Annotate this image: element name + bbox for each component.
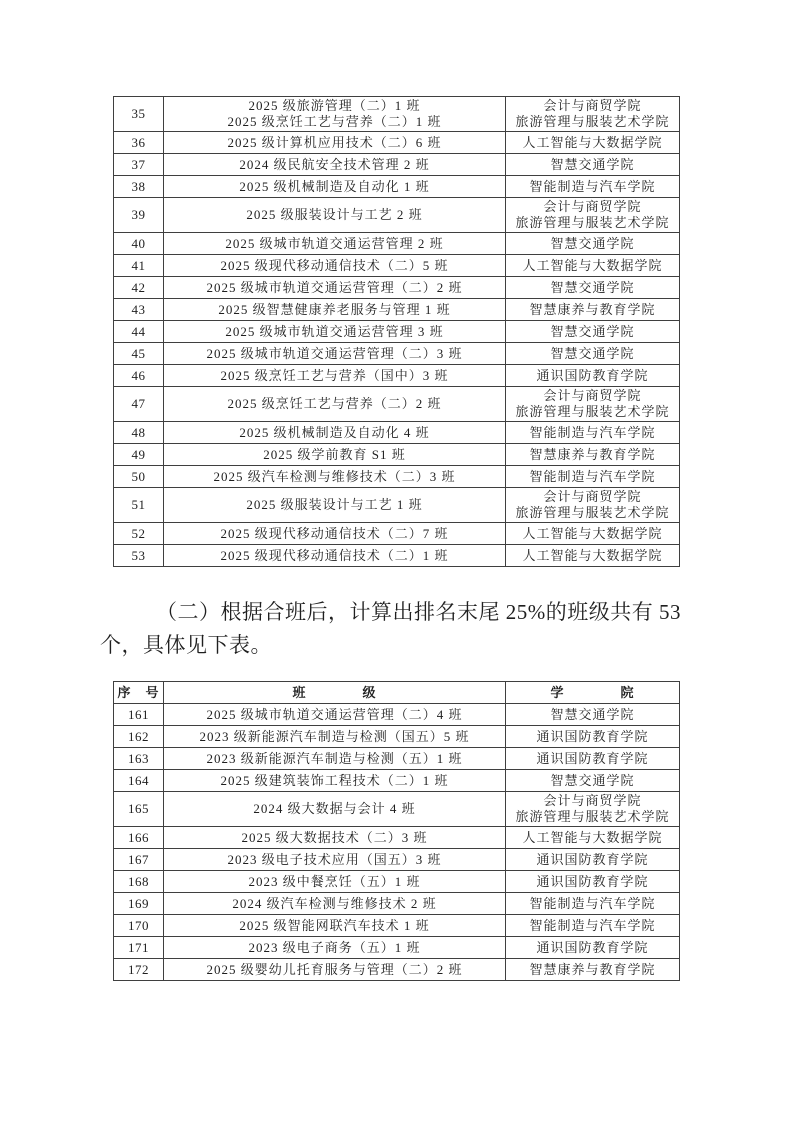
table-row (114, 849, 680, 871)
college-name-line: 智慧交通学院 (550, 156, 635, 172)
table-row (114, 466, 680, 488)
college-name-line: 智慧交通学院 (550, 279, 635, 295)
college-name-line: 人工智能与大数据学院 (522, 525, 663, 541)
cell-class-name (164, 466, 506, 488)
class-name-line: 2023 级中餐烹饪（五）1 班 (248, 873, 421, 889)
class-name-line: 2023 级新能源汽车制造与检测（国五）5 班 (199, 728, 470, 744)
table-row (114, 545, 680, 567)
class-name-line: 2025 级服装设计与工艺 2 班 (246, 207, 423, 222)
college-name-line: 旅游管理与服装艺术学院 (515, 114, 670, 129)
table-row (114, 255, 680, 277)
college-name-line: 旅游管理与服装艺术学院 (515, 404, 670, 419)
cell-class-name (164, 387, 506, 422)
cell-serial-number: 51 (114, 488, 164, 523)
cell-college-name (506, 937, 680, 959)
header-class: 班 级 (164, 682, 506, 704)
section-paragraph (100, 596, 692, 662)
table-row (114, 726, 680, 748)
cell-serial-number: 163 (114, 748, 164, 770)
college-name-line: 人工智能与大数据学院 (522, 547, 663, 563)
table2-header (114, 682, 680, 704)
cell-college-name (506, 343, 680, 365)
cell-serial-number: 40 (114, 233, 164, 255)
cell-serial-number: 172 (114, 959, 164, 981)
college-name-line: 人工智能与大数据学院 (522, 134, 663, 150)
header-serial-number: 序 号 (114, 682, 164, 704)
cell-serial-number: 45 (114, 343, 164, 365)
table-row (114, 277, 680, 299)
class-name-line: 2025 级城市轨道交通运营管理（二）3 班 (206, 345, 463, 361)
cell-serial-number: 170 (114, 915, 164, 937)
college-name-line: 智慧康养与教育学院 (529, 961, 656, 977)
cell-college-name (506, 132, 680, 154)
cell-class-name (164, 444, 506, 466)
cell-serial-number: 167 (114, 849, 164, 871)
table-row (114, 299, 680, 321)
cell-college-name (506, 704, 680, 726)
cell-class-name (164, 726, 506, 748)
cell-college-name (506, 523, 680, 545)
college-name-line: 智慧交通学院 (550, 345, 635, 361)
cell-college-name (506, 915, 680, 937)
cell-serial-number: 47 (114, 387, 164, 422)
table-row (114, 959, 680, 981)
cell-college-name (506, 770, 680, 792)
cell-college-name (506, 154, 680, 176)
header-college: 学 院 (506, 682, 680, 704)
table-row (114, 132, 680, 154)
cell-college-name (506, 466, 680, 488)
cell-class-name (164, 422, 506, 444)
class-name-line: 2025 级学前教育 S1 班 (263, 446, 406, 462)
cell-class-name (164, 915, 506, 937)
cell-class-name (164, 704, 506, 726)
college-name-line: 智慧交通学院 (550, 235, 635, 251)
paragraph-line-1: （二）根据合班后，计算出排名末尾 25%的班级共有 53 (156, 600, 681, 624)
college-name-line: 智慧交通学院 (550, 706, 635, 722)
class-name-line: 2025 级城市轨道交通运营管理（二）4 班 (206, 706, 463, 722)
table-row (114, 704, 680, 726)
college-name-line: 会计与商贸学院 (543, 199, 642, 214)
cell-college-name (506, 176, 680, 198)
table-row (114, 827, 680, 849)
cell-class-name (164, 959, 506, 981)
cell-serial-number: 49 (114, 444, 164, 466)
cell-class-name (164, 277, 506, 299)
class-name-line: 2023 级电子商务（五）1 班 (248, 939, 421, 955)
cell-serial-number: 46 (114, 365, 164, 387)
college-name-line: 智能制造与汽车学院 (529, 468, 656, 484)
cell-class-name (164, 748, 506, 770)
cell-class-name (164, 871, 506, 893)
class-name-line: 2025 级智能网联汽车技术 1 班 (239, 917, 430, 933)
merged-class-ranking-table-continued (113, 96, 680, 567)
cell-serial-number: 162 (114, 726, 164, 748)
bottom-25-percent-classes-table (113, 681, 680, 981)
class-name-line: 2023 级新能源汽车制造与检测（五）1 班 (206, 750, 463, 766)
cell-serial-number: 164 (114, 770, 164, 792)
class-name-line: 2025 级烹饪工艺与营养（二）1 班 (227, 114, 442, 129)
cell-serial-number: 169 (114, 893, 164, 915)
cell-serial-number: 161 (114, 704, 164, 726)
class-name-line: 2025 级烹饪工艺与营养（国中）3 班 (220, 367, 449, 383)
table-row (114, 154, 680, 176)
college-name-line: 会计与商贸学院 (543, 388, 642, 403)
college-name-line: 旅游管理与服装艺术学院 (515, 809, 670, 824)
table-row (114, 770, 680, 792)
college-name-line: 通识国防教育学院 (536, 851, 649, 867)
cell-serial-number: 41 (114, 255, 164, 277)
class-name-line: 2023 级电子技术应用（国五）3 班 (227, 851, 442, 867)
table-row (114, 387, 680, 422)
cell-college-name (506, 871, 680, 893)
table-row (114, 343, 680, 365)
cell-college-name (506, 198, 680, 233)
cell-serial-number: 168 (114, 871, 164, 893)
table-header-row (114, 682, 680, 704)
cell-college-name (506, 792, 680, 827)
cell-serial-number: 36 (114, 132, 164, 154)
table-row (114, 233, 680, 255)
college-name-line: 智能制造与汽车学院 (529, 424, 656, 440)
cell-college-name (506, 827, 680, 849)
class-name-line: 2025 级机械制造及自动化 4 班 (239, 424, 430, 440)
table-row (114, 321, 680, 343)
college-name-line: 通识国防教育学院 (536, 367, 649, 383)
table-row (114, 198, 680, 233)
class-name-line: 2025 级服装设计与工艺 1 班 (246, 497, 423, 512)
college-name-line: 旅游管理与服装艺术学院 (515, 505, 670, 520)
cell-class-name (164, 176, 506, 198)
college-name-line: 通识国防教育学院 (536, 728, 649, 744)
cell-serial-number: 52 (114, 523, 164, 545)
table2-body (114, 704, 680, 981)
cell-college-name (506, 422, 680, 444)
class-name-line: 2025 级城市轨道交通运营管理（二）2 班 (206, 279, 463, 295)
college-name-line: 会计与商贸学院 (543, 793, 642, 808)
cell-college-name (506, 488, 680, 523)
cell-class-name (164, 154, 506, 176)
table-row (114, 871, 680, 893)
cell-class-name (164, 523, 506, 545)
cell-class-name (164, 198, 506, 233)
class-name-line: 2025 级现代移动通信技术（二）5 班 (220, 257, 449, 273)
cell-college-name (506, 959, 680, 981)
class-name-line: 2025 级旅游管理（二）1 班 (248, 98, 421, 113)
cell-college-name (506, 545, 680, 567)
college-name-line: 智慧康养与教育学院 (529, 301, 656, 317)
class-name-line: 2025 级智慧健康养老服务与管理 1 班 (218, 301, 451, 317)
cell-college-name (506, 444, 680, 466)
table-row (114, 893, 680, 915)
class-name-line: 2025 级烹饪工艺与营养（二）2 班 (227, 396, 442, 411)
cell-class-name (164, 792, 506, 827)
college-name-line: 通识国防教育学院 (536, 750, 649, 766)
table-row (114, 488, 680, 523)
cell-serial-number: 43 (114, 299, 164, 321)
cell-college-name (506, 849, 680, 871)
cell-serial-number: 44 (114, 321, 164, 343)
cell-serial-number: 165 (114, 792, 164, 827)
class-name-line: 2025 级大数据技术（二）3 班 (241, 829, 428, 845)
class-name-line: 2025 级建筑装饰工程技术（二）1 班 (220, 772, 449, 788)
table-row (114, 937, 680, 959)
table-row (114, 444, 680, 466)
cell-serial-number: 42 (114, 277, 164, 299)
college-name-line: 智慧交通学院 (550, 323, 635, 339)
class-name-line: 2024 级大数据与会计 4 班 (253, 801, 416, 816)
paragraph-line-2: 个，具体见下表。 (100, 633, 272, 657)
table-row (114, 365, 680, 387)
class-name-line: 2025 级婴幼儿托育服务与管理（二）2 班 (206, 961, 463, 977)
cell-college-name (506, 233, 680, 255)
cell-class-name (164, 97, 506, 132)
class-name-line: 2024 级民航安全技术管理 2 班 (239, 156, 430, 172)
cell-serial-number: 39 (114, 198, 164, 233)
cell-class-name (164, 849, 506, 871)
class-name-line: 2024 级汽车检测与维修技术 2 班 (232, 895, 437, 911)
cell-class-name (164, 233, 506, 255)
college-name-line: 智慧康养与教育学院 (529, 446, 656, 462)
cell-class-name (164, 321, 506, 343)
college-name-line: 智能制造与汽车学院 (529, 895, 656, 911)
college-name-line: 智能制造与汽车学院 (529, 178, 656, 194)
cell-serial-number: 48 (114, 422, 164, 444)
cell-class-name (164, 770, 506, 792)
college-name-line: 通识国防教育学院 (536, 873, 649, 889)
cell-class-name (164, 365, 506, 387)
cell-college-name (506, 387, 680, 422)
cell-class-name (164, 545, 506, 567)
table-row (114, 176, 680, 198)
cell-serial-number: 166 (114, 827, 164, 849)
class-name-line: 2025 级城市轨道交通运营管理 2 班 (225, 235, 444, 251)
cell-college-name (506, 321, 680, 343)
cell-class-name (164, 255, 506, 277)
college-name-line: 通识国防教育学院 (536, 939, 649, 955)
cell-serial-number: 35 (114, 97, 164, 132)
cell-class-name (164, 132, 506, 154)
cell-class-name (164, 893, 506, 915)
class-name-line: 2025 级现代移动通信技术（二）7 班 (220, 525, 449, 541)
cell-serial-number: 38 (114, 176, 164, 198)
cell-class-name (164, 937, 506, 959)
table-row (114, 915, 680, 937)
cell-college-name (506, 255, 680, 277)
cell-class-name (164, 343, 506, 365)
cell-class-name (164, 299, 506, 321)
class-name-line: 2025 级计算机应用技术（二）6 班 (227, 134, 442, 150)
table-row (114, 792, 680, 827)
college-name-line: 旅游管理与服装艺术学院 (515, 215, 670, 230)
class-name-line: 2025 级现代移动通信技术（二）1 班 (220, 547, 449, 563)
college-name-line: 智能制造与汽车学院 (529, 917, 656, 933)
table-row (114, 422, 680, 444)
cell-class-name (164, 488, 506, 523)
table-row (114, 523, 680, 545)
cell-serial-number: 50 (114, 466, 164, 488)
class-name-line: 2025 级汽车检测与维修技术（二）3 班 (213, 468, 456, 484)
college-name-line: 人工智能与大数据学院 (522, 829, 663, 845)
table-row (114, 748, 680, 770)
cell-college-name (506, 299, 680, 321)
cell-serial-number: 171 (114, 937, 164, 959)
cell-college-name (506, 365, 680, 387)
cell-college-name (506, 97, 680, 132)
college-name-line: 会计与商贸学院 (543, 489, 642, 504)
cell-college-name (506, 277, 680, 299)
cell-college-name (506, 748, 680, 770)
cell-serial-number: 37 (114, 154, 164, 176)
cell-class-name (164, 827, 506, 849)
college-name-line: 人工智能与大数据学院 (522, 257, 663, 273)
college-name-line: 智慧交通学院 (550, 772, 635, 788)
cell-college-name (506, 726, 680, 748)
cell-serial-number: 53 (114, 545, 164, 567)
college-name-line: 会计与商贸学院 (543, 98, 642, 113)
class-name-line: 2025 级城市轨道交通运营管理 3 班 (225, 323, 444, 339)
table-row (114, 97, 680, 132)
cell-college-name (506, 893, 680, 915)
class-name-line: 2025 级机械制造及自动化 1 班 (239, 178, 430, 194)
table1-body (114, 97, 680, 567)
